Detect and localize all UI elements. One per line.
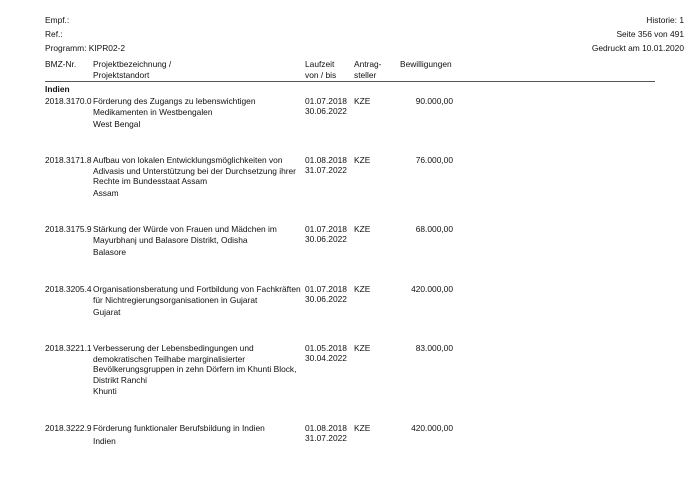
row-start-date: 01.07.2018	[305, 96, 347, 106]
row-project-title: Förderung des Zugangs zu lebenswichtigen Medikamenten in Westbengalen	[93, 96, 256, 117]
row-project-location: Indien	[93, 436, 116, 446]
column-header-bmz: BMZ-Nr.	[45, 59, 77, 69]
row-bmz-number: 2018.3175.9	[45, 224, 92, 234]
row-grant-amount: 90.000,00	[415, 96, 453, 106]
row-grant-amount: 76.000,00	[415, 155, 453, 165]
column-header-project: Projektbezeichnung / Projektstandort	[93, 59, 172, 80]
row-project-location: Assam	[93, 188, 119, 198]
row-end-date: 30.06.2022	[305, 106, 347, 116]
row-project-location: Gujarat	[93, 307, 121, 317]
row-bmz-number: 2018.3222.9	[45, 423, 92, 433]
history-label: Historie: 1	[646, 15, 684, 25]
row-project-title: Organisationsberatung und Fortbildung von Fachkräften für Nichtregierungsorganisationen in Gujarat	[93, 284, 301, 305]
row-applicant: KZE	[354, 224, 371, 234]
country-group-title: Indien	[45, 84, 70, 94]
row-start-date: 01.08.2018	[305, 155, 347, 165]
row-end-date: 31.07.2022	[305, 433, 347, 443]
header-divider	[45, 81, 655, 82]
row-bmz-number: 2018.3171.8	[45, 155, 92, 165]
row-applicant: KZE	[354, 423, 371, 433]
row-bmz-number: 2018.3205.4	[45, 284, 92, 294]
row-bmz-number: 2018.3221.1	[45, 343, 92, 353]
row-applicant: KZE	[354, 284, 371, 294]
row-bmz-number: 2018.3170.0	[45, 96, 92, 106]
row-project-location: West Bengal	[93, 119, 141, 129]
row-start-date: 01.07.2018	[305, 284, 347, 294]
row-project-title: Aufbau von lokalen Entwicklungsmöglichkeiten von Adivasis und Unterstützung bei der Durchsetzung ihrer Rechte im Bundesstaat Assam	[93, 155, 296, 186]
row-end-date: 30.04.2022	[305, 353, 347, 363]
column-header-grants: Bewilligungen	[400, 59, 452, 69]
row-project-title: Stärkung der Würde von Frauen und Mädchen im Mayurbhanj und Balasore Distrikt, Odisha	[93, 224, 277, 245]
row-start-date: 01.05.2018	[305, 343, 347, 353]
row-project-title: Verbesserung der Lebensbedingungen und demokratischen Teilhabe marginalisierter Bevölkerungsgruppen in zehn Dörfern im Khunti Block, Distrikt Ranchi	[93, 343, 297, 385]
row-project-location: Khunti	[93, 386, 117, 396]
reference-label: Ref.:	[45, 29, 63, 39]
row-applicant: KZE	[354, 96, 371, 106]
print-date: Gedruckt am 10.01.2020	[591, 43, 684, 53]
row-applicant: KZE	[354, 343, 371, 353]
row-start-date: 01.07.2018	[305, 224, 347, 234]
row-end-date: 30.06.2022	[305, 294, 347, 304]
row-project-title: Förderung funktionaler Berufsbildung in Indien	[93, 423, 265, 433]
column-header-duration: Laufzeit von / bis	[305, 59, 337, 80]
row-end-date: 31.07.2022	[305, 165, 347, 175]
row-start-date: 01.08.2018	[305, 423, 347, 433]
recipient-label: Empf.:	[45, 15, 70, 25]
page-number: Seite 356 von 491	[616, 29, 684, 39]
row-grant-amount: 420.000,00	[411, 423, 453, 433]
column-header-applicant: Antrag- steller	[354, 59, 382, 80]
row-applicant: KZE	[354, 155, 371, 165]
row-grant-amount: 68.000,00	[415, 224, 453, 234]
program-label: Programm: KIPR02-2	[45, 43, 126, 53]
row-grant-amount: 83.000,00	[415, 343, 453, 353]
row-end-date: 30.06.2022	[305, 234, 347, 244]
row-project-location: Balasore	[93, 247, 127, 257]
row-grant-amount: 420.000,00	[411, 284, 453, 294]
